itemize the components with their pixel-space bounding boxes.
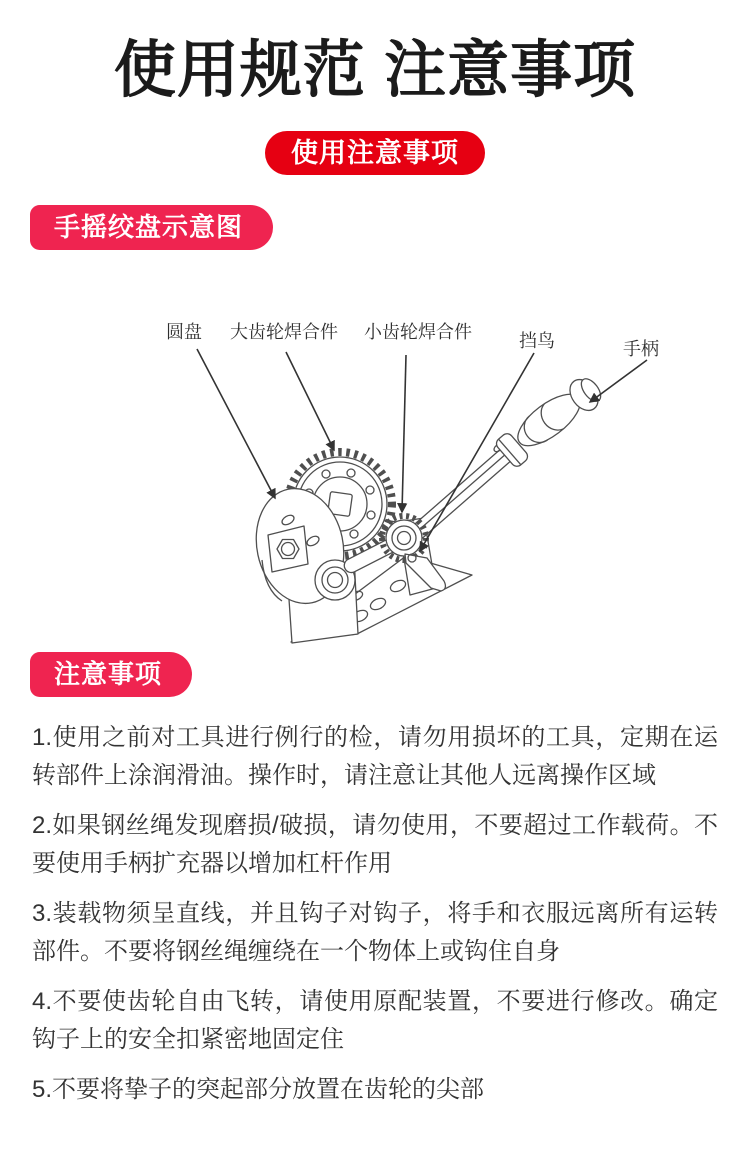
winch-line-art	[246, 374, 605, 643]
winch-diagram-icon	[0, 298, 750, 648]
notes-section-label: 注意事项	[30, 652, 192, 697]
diagram-label-handle: 手柄	[623, 339, 659, 359]
usage-guide-page	[0, 24, 750, 1155]
badge-row	[0, 131, 750, 175]
diagram-label-large-gear: 大齿轮焊合件	[230, 322, 338, 342]
diagram-label-pawl: 挡鸟	[519, 331, 555, 351]
usage-notes-badge: 使用注意事项	[265, 131, 485, 175]
diagram-label-disc: 圆盘	[166, 322, 202, 342]
leader-arrow-disc	[197, 349, 275, 498]
page-title: 使用规范 注意事项	[113, 36, 637, 105]
hex-bolt	[277, 540, 299, 559]
note-item-2: 2.如果钢丝绳发现磨损/破损，请勿使用，不要超过工作载荷。不要使用手柄扩充器以增加杠杆作用	[32, 812, 718, 877]
note-item-4: 4.不要使齿轮自由飞转，请使用原配装置，不要进行修改。确定钩子上的安全扣紧密地固定住	[32, 988, 718, 1053]
note-item-1: 1.使用之前对工具进行例行的检，请勿用损坏的工具，定期在运转部件上涂润滑油。操作时，请注意让其他人远离操作区域	[32, 724, 718, 789]
leader-arrow-handle	[590, 360, 647, 402]
note-item-3: 3.装载物须呈直线，并且钩子对钩子，将手和衣服远离所有运转部件。不要将钢丝绳缠绕在一个物体上或钩住自身	[32, 900, 718, 965]
diagram-label-small-gear: 小齿轮焊合件	[364, 322, 472, 342]
note-item-5: 5.不要将挚子的突起部分放置在齿轮的尖部	[32, 1076, 485, 1103]
diagram-section-label: 手摇绞盘示意图	[30, 205, 273, 250]
leader-arrow-small-gear	[402, 355, 406, 512]
leader-arrow-large-gear	[286, 352, 334, 450]
